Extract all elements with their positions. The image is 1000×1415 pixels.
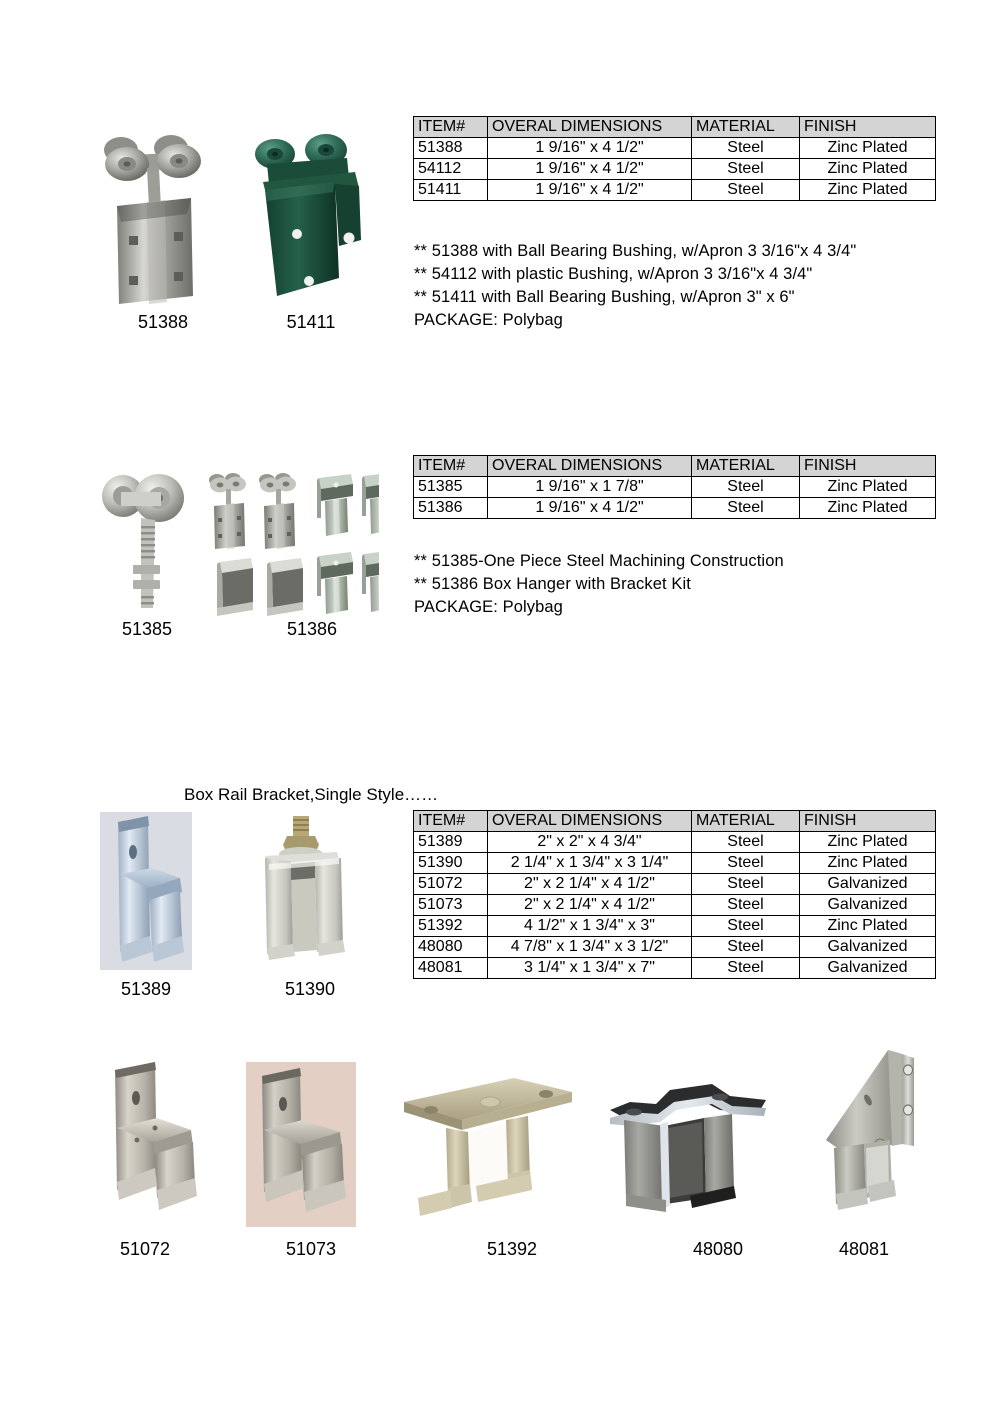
cell-finish: Zinc Plated [800,853,936,874]
table-row [414,159,936,180]
caption-51411: 51411 [286,312,336,332]
col-finish: FINISH [800,117,936,138]
caption-51389: 51389 [120,979,172,999]
col-dimensions: OVERAL DIMENSIONS [488,117,692,138]
cell-dimensions: 2 1/4" x 1 3/4" x 3 1/4" [488,853,692,874]
product-photo-51388 [95,128,230,308]
cell-item: 51390 [414,853,488,874]
cell-dimensions: 1 9/16" x 4 1/2" [488,159,692,180]
notes-section-1 [414,240,856,332]
cell-item: 48081 [414,958,488,979]
col-material: MATERIAL [692,811,800,832]
notes-section-2 [414,550,784,619]
col-item: ITEM# [414,117,488,138]
cell-dimensions: 1 9/16" x 4 1/2" [488,180,692,201]
bracket-kit-icon [207,470,379,618]
spec-table-2 [413,455,936,519]
saddle-bracket-icon [608,1072,768,1224]
note-line: PACKAGE: Polybag [414,598,563,616]
cell-material: Steel [692,832,800,853]
caption-51388: 51388 [137,312,189,332]
roller-hanger-steel-icon [95,128,230,308]
table-row [414,498,936,519]
caption-51386: 51386 [286,619,338,639]
single-wheel-bolt-icon [97,468,197,618]
channel-bracket-icon [246,1062,356,1227]
col-finish: FINISH [800,811,936,832]
col-material: MATERIAL [692,117,800,138]
channel-bracket-icon [103,1058,199,1226]
cell-item: 51411 [414,180,488,201]
angle-bracket-zinc-icon [100,812,192,970]
spec-table-3 [413,810,936,979]
table-row [414,916,936,937]
col-material: MATERIAL [692,456,800,477]
table-row [414,477,936,498]
caption-51392: 51392 [486,1239,538,1259]
col-item: ITEM# [414,456,488,477]
cell-dimensions: 1 9/16" x 4 1/2" [488,498,692,519]
table-row [414,138,936,159]
cell-item: 51072 [414,874,488,895]
cell-dimensions: 4 1/2" x 1 3/4" x 3" [488,916,692,937]
box-rail-bracket-heading: Box Rail Bracket,Single Style…… [184,785,439,804]
note-line: ** 54112 with plastic Bushing, w/Apron 3 3/16"x 4 3/4" [414,265,813,283]
note-line: ** 51385-One Piece Steel Machining Construction [414,552,784,570]
cell-item: 54112 [414,159,488,180]
cell-item: 51386 [414,498,488,519]
caption-51385: 51385 [121,619,173,639]
cell-finish: Zinc Plated [800,916,936,937]
caption-51073: 51073 [285,1239,337,1259]
cell-material: Steel [692,138,800,159]
box-bracket-bolt-icon [253,812,353,970]
product-photo-51073 [246,1062,356,1227]
cell-finish: Galvanized [800,937,936,958]
cell-finish: Zinc Plated [800,180,936,201]
product-photo-51386 [207,470,379,618]
product-photo-51392 [398,1070,578,1225]
table-row [414,937,936,958]
cell-dimensions: 2" x 2 1/4" x 4 1/2" [488,895,692,916]
col-dimensions: OVERAL DIMENSIONS [488,456,692,477]
cell-material: Steel [692,937,800,958]
cell-dimensions: 4 7/8" x 1 3/4" x 3 1/2" [488,937,692,958]
cell-item: 51389 [414,832,488,853]
cell-material: Steel [692,477,800,498]
table-header-row [414,456,936,477]
cell-material: Steel [692,895,800,916]
table-row [414,832,936,853]
cell-finish: Zinc Plated [800,159,936,180]
product-photo-48081 [818,1048,918,1224]
caption-48081: 48081 [838,1239,890,1259]
cell-finish: Zinc Plated [800,138,936,159]
cell-finish: Galvanized [800,874,936,895]
table-row [414,958,936,979]
triangle-wall-bracket-icon [818,1048,918,1224]
cell-material: Steel [692,180,800,201]
cell-material: Steel [692,159,800,180]
cell-dimensions: 2" x 2" x 4 3/4" [488,832,692,853]
note-line: ** 51386 Box Hanger with Bracket Kit [414,575,691,593]
cell-dimensions: 3 1/4" x 1 3/4" x 7" [488,958,692,979]
table-header-row [414,811,936,832]
cell-material: Steel [692,498,800,519]
note-line: ** 51411 with Ball Bearing Bushing, w/Apron 3" x 6" [414,288,795,306]
caption-51390: 51390 [284,979,336,999]
table-2 [413,455,936,519]
cell-item: 51392 [414,916,488,937]
cell-item: 48080 [414,937,488,958]
cell-material: Steel [692,916,800,937]
table-row [414,180,936,201]
spec-table-1 [413,116,936,201]
cell-item: 51388 [414,138,488,159]
cell-finish: Zinc Plated [800,477,936,498]
roller-hanger-green-icon [243,128,378,308]
cell-finish: Galvanized [800,958,936,979]
caption-48080: 48080 [692,1239,744,1259]
table-row [414,895,936,916]
col-item: ITEM# [414,811,488,832]
product-photo-51389 [100,812,192,970]
cell-material: Steel [692,853,800,874]
cell-finish: Galvanized [800,895,936,916]
table-header-row [414,117,936,138]
cell-finish: Zinc Plated [800,498,936,519]
cell-finish: Zinc Plated [800,832,936,853]
cell-item: 51385 [414,477,488,498]
table-1 [413,116,936,201]
note-line: ** 51388 with Ball Bearing Bushing, w/Apron 3 3/16"x 4 3/4" [414,242,857,260]
note-line: PACKAGE: Polybag [414,311,563,329]
table-row [414,853,936,874]
col-dimensions: OVERAL DIMENSIONS [488,811,692,832]
wide-plate-bracket-icon [398,1070,578,1225]
product-photo-51390 [253,812,353,970]
cell-dimensions: 2" x 2 1/4" x 4 1/2" [488,874,692,895]
product-photo-51411 [243,128,378,308]
cell-dimensions: 1 9/16" x 1 7/8" [488,477,692,498]
product-photo-51385 [97,468,197,618]
col-finish: FINISH [800,456,936,477]
cell-dimensions: 1 9/16" x 4 1/2" [488,138,692,159]
caption-51072: 51072 [119,1239,171,1259]
cell-material: Steel [692,958,800,979]
product-photo-48080 [608,1072,768,1224]
product-photo-51072 [103,1058,199,1226]
table-row [414,874,936,895]
table-3 [413,810,936,979]
cell-material: Steel [692,874,800,895]
cell-item: 51073 [414,895,488,916]
